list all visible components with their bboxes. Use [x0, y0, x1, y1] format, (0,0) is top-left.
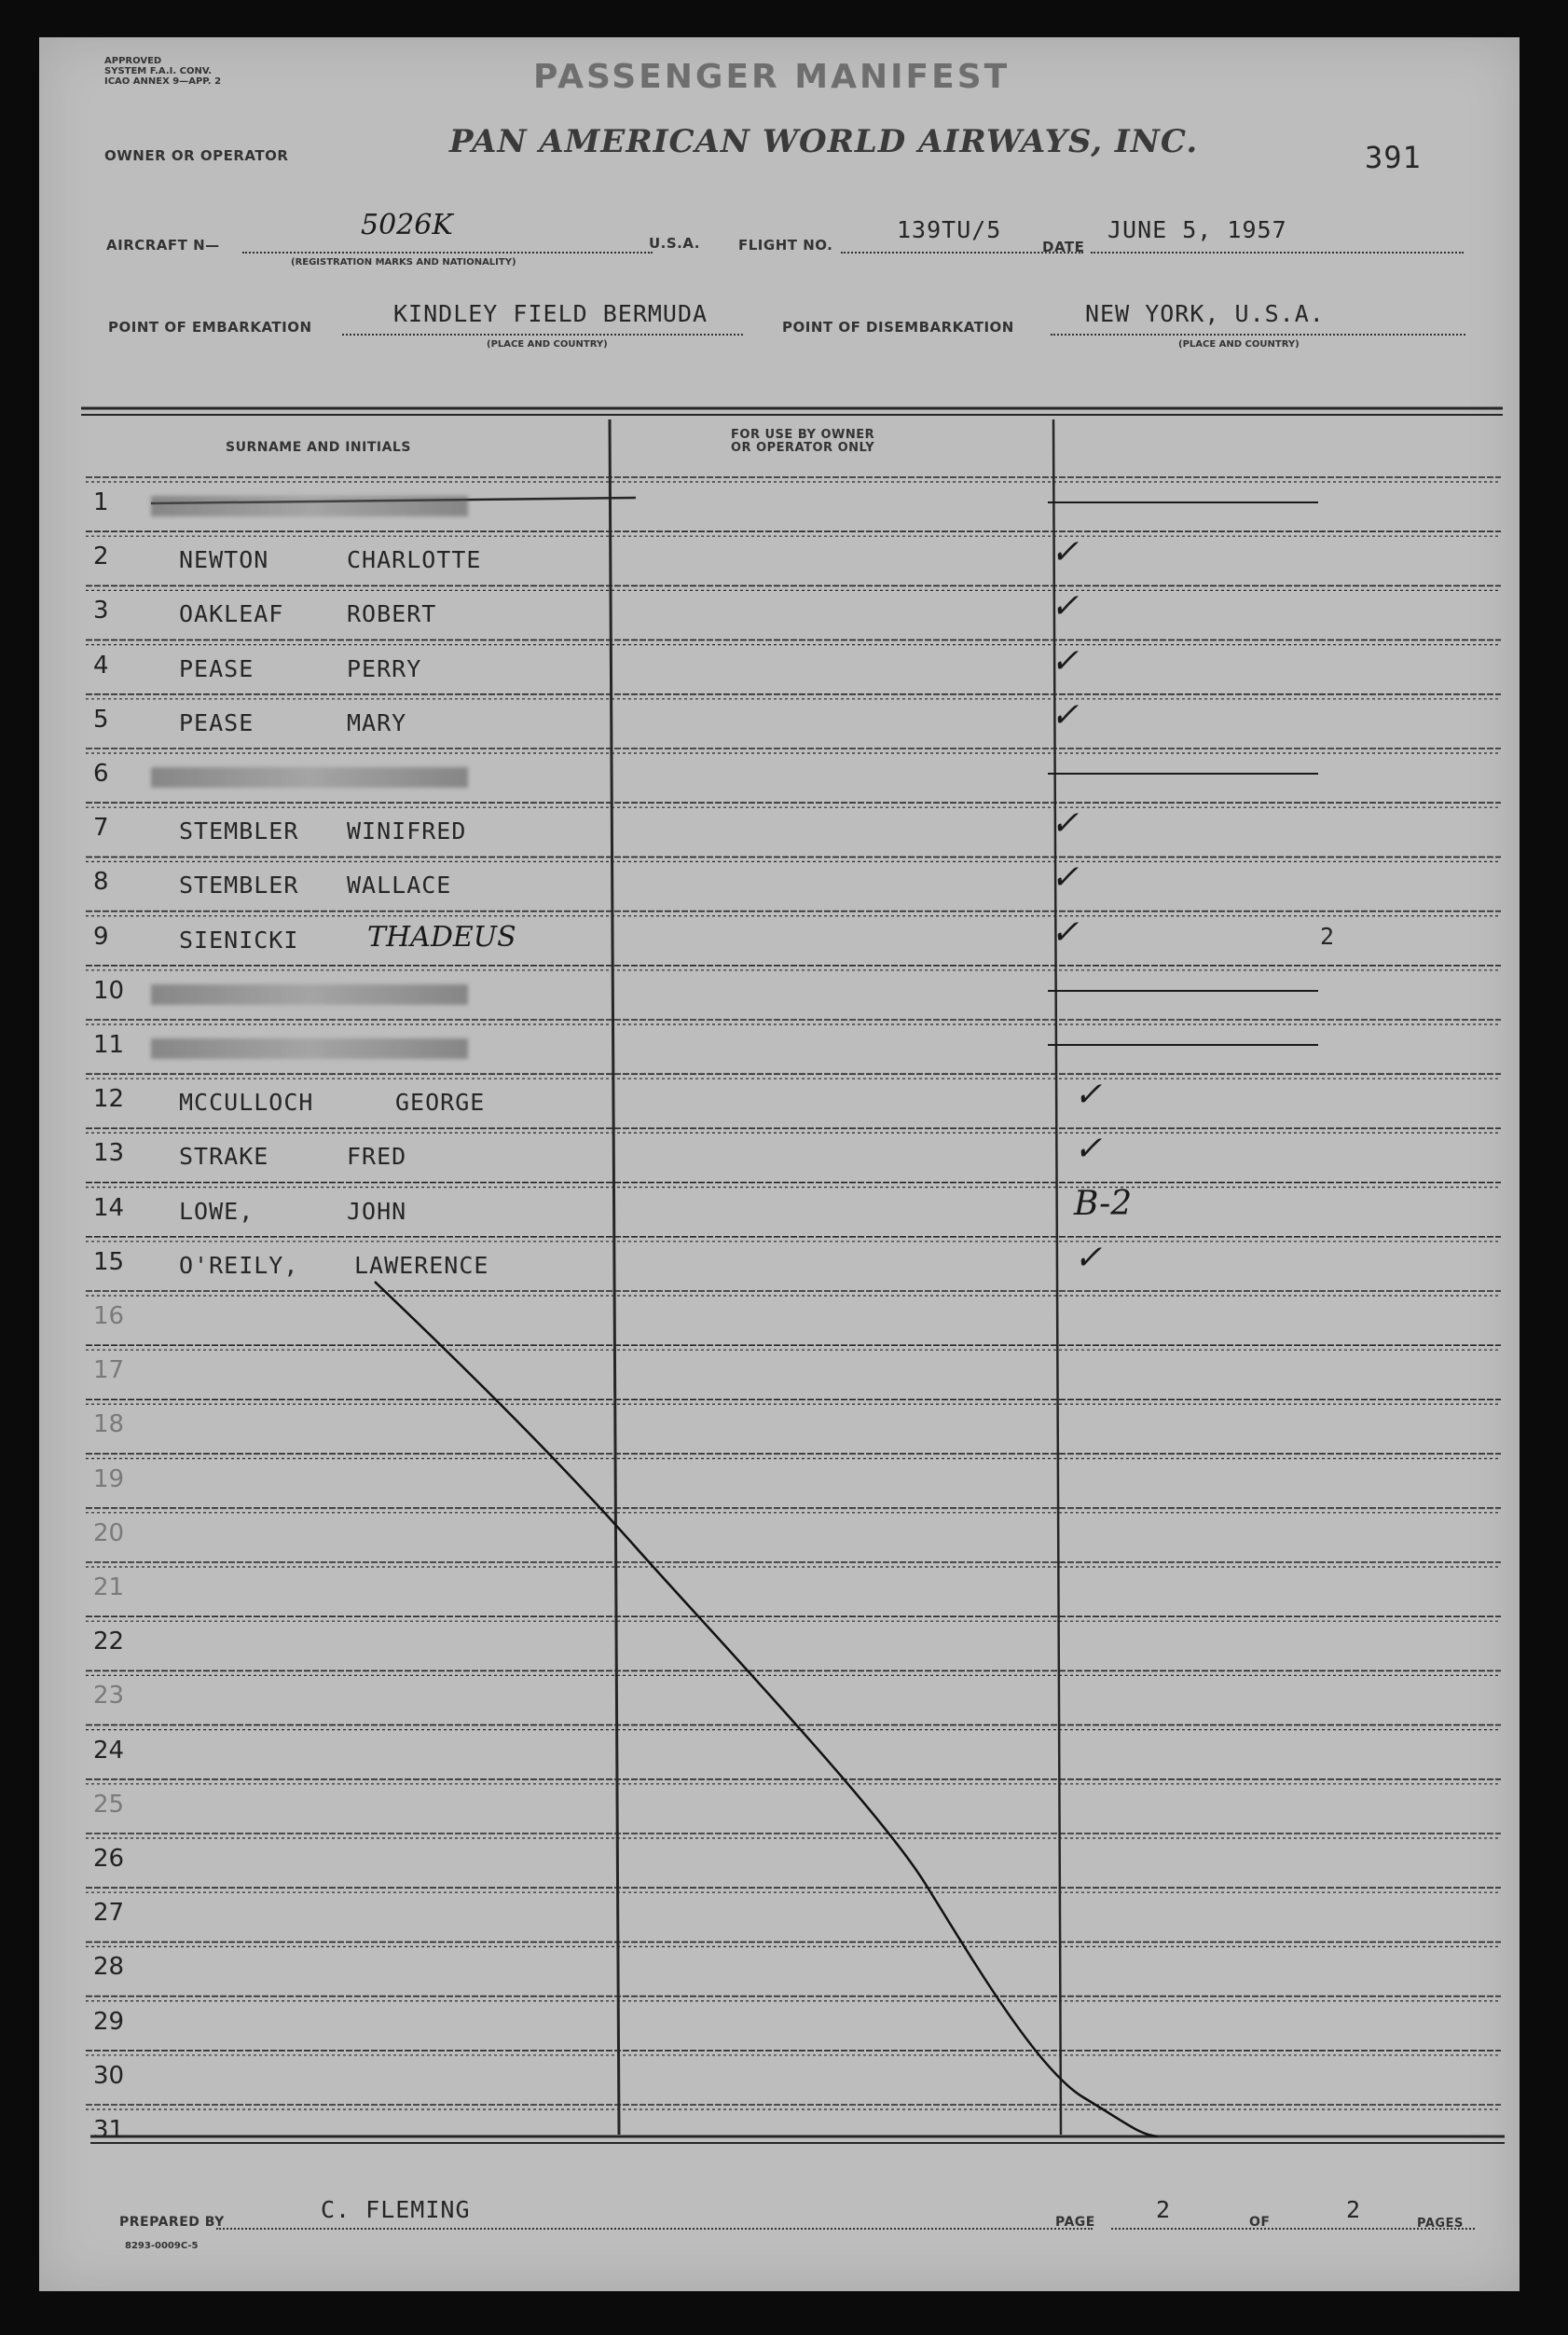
passenger-given-name: WALLACE	[347, 872, 452, 900]
row-number: 12	[93, 1085, 125, 1114]
of-value: 2	[1346, 2196, 1362, 2223]
row-number: 26	[93, 1845, 125, 1873]
row-number: 14	[93, 1193, 125, 1222]
col-header-owner-use	[731, 429, 874, 455]
usa-label: U.S.A.	[649, 235, 700, 252]
row-number: 9	[93, 922, 109, 951]
passenger-given-name: JOHN	[347, 1197, 407, 1225]
col-header-surname: SURNAME AND INITIALS	[226, 440, 411, 455]
row-strikeout	[1048, 501, 1318, 503]
check-mark: ✓	[1051, 695, 1080, 735]
aircraft-sub: (REGISTRATION MARKS AND NATIONALITY)	[291, 257, 516, 268]
passenger-surname: PEASE	[179, 654, 254, 682]
row-number: 27	[93, 1899, 125, 1928]
approval-line-1: APPROVED	[104, 56, 162, 66]
passenger-surname: OAKLEAF	[179, 600, 284, 628]
redacted-name	[151, 496, 468, 516]
column-divider-1	[610, 419, 619, 2135]
manifest-sheet	[39, 37, 1520, 2291]
row-number: 28	[93, 1953, 125, 1982]
row-number: 4	[93, 651, 109, 680]
row-number: 2	[93, 543, 109, 571]
date-value: JUNE 5, 1957	[1107, 216, 1287, 243]
prepared-value: C. FLEMING	[321, 2196, 471, 2223]
disembark-value: NEW YORK, U.S.A.	[1085, 300, 1325, 327]
check-mark: B-2	[1074, 1184, 1133, 1223]
check-mark: ✓	[1051, 641, 1080, 680]
cancel-diagonal-line	[375, 1282, 1158, 2136]
passenger-surname: LOWE,	[179, 1197, 254, 1225]
check-mark: ✓	[1051, 913, 1080, 952]
form-title: PASSENGER MANIFEST	[533, 58, 1011, 96]
passenger-given-name: GEORGE	[395, 1089, 486, 1117]
passenger-surname: NEWTON	[179, 546, 269, 574]
row-number: 20	[93, 1518, 125, 1547]
passenger-surname: SIENICKI	[179, 926, 299, 954]
row-number: 10	[93, 976, 125, 1005]
approval-line-3: ICAO ANNEX 9—APP. 2	[104, 76, 222, 87]
passenger-given-name: ROBERT	[347, 600, 437, 628]
row-number: 1	[93, 488, 109, 516]
row-number: 6	[93, 760, 109, 788]
of-label: OF	[1249, 2215, 1271, 2230]
row-number: 13	[93, 1139, 125, 1168]
approval-line-2: SYSTEM F.A.I. CONV.	[104, 66, 213, 76]
embark-sub: (PLACE AND COUNTRY)	[487, 339, 608, 350]
owner-value: PAN AMERICAN WORLD AIRWAYS, INC.	[449, 123, 1199, 160]
row-number: 16	[93, 1302, 125, 1330]
check-mark: ✓	[1051, 587, 1080, 626]
embark-label: POINT OF EMBARKATION	[108, 319, 312, 336]
passenger-surname: STRAKE	[179, 1143, 269, 1171]
passenger-surname: O'REILY,	[179, 1251, 299, 1279]
prepared-label: PREPARED BY	[119, 2215, 225, 2230]
owner-label: OWNER OR OPERATOR	[104, 147, 289, 164]
redacted-name	[151, 984, 468, 1005]
row-number: 11	[93, 1031, 125, 1059]
passenger-surname: STEMBLER	[179, 872, 299, 900]
row-strikeout	[1048, 1044, 1318, 1046]
row-number: 30	[93, 2061, 125, 2090]
pages-label: PAGES	[1417, 2217, 1464, 2231]
page-value: 2	[1156, 2196, 1172, 2223]
row-number: 24	[93, 1736, 125, 1765]
aircraft-label: AIRCRAFT N—	[106, 237, 220, 254]
check-mark: ✓	[1074, 1130, 1103, 1169]
row-number: 22	[93, 1628, 125, 1656]
date-label: DATE	[1042, 239, 1085, 255]
check-mark: ✓	[1051, 858, 1080, 898]
page-label: PAGE	[1055, 2215, 1095, 2230]
form-code: 8293-0009C-5	[125, 2241, 199, 2251]
row-number: 31	[93, 2116, 125, 2144]
row-number: 29	[93, 2007, 125, 2036]
passenger-given-name: MARY	[347, 708, 407, 736]
approval-block	[104, 56, 221, 87]
disembark-underline	[1051, 334, 1465, 336]
row-number: 8	[93, 868, 109, 897]
passenger-given-name: CHARLOTTE	[347, 546, 482, 574]
passenger-surname: PEASE	[179, 708, 254, 736]
passenger-given-name: FRED	[347, 1143, 407, 1171]
row-number: 7	[93, 814, 109, 843]
flight-label: FLIGHT NO.	[738, 237, 833, 254]
flight-value: 139TU/5	[897, 216, 1002, 243]
disembark-sub: (PLACE AND COUNTRY)	[1178, 339, 1300, 350]
aircraft-underline	[242, 252, 653, 254]
check-mark: ✓	[1074, 1076, 1103, 1115]
side-note: 2	[1320, 923, 1336, 950]
row-number: 5	[93, 705, 109, 734]
passenger-given-name: LAWERENCE	[354, 1251, 489, 1279]
embark-underline	[342, 334, 743, 336]
row-number: 17	[93, 1356, 125, 1385]
passenger-given-name: WINIFRED	[347, 817, 467, 845]
row-number: 21	[93, 1573, 125, 1601]
row-number: 18	[93, 1410, 125, 1439]
row-number: 23	[93, 1682, 125, 1710]
row-strikeout	[1048, 990, 1318, 992]
row-strikeout	[1048, 773, 1318, 775]
redacted-name	[151, 1038, 468, 1059]
col-header-owner-use-line-2: OR OPERATOR ONLY	[731, 441, 875, 455]
check-mark: ✓	[1051, 804, 1080, 844]
passenger-surname: MCCULLOCH	[179, 1089, 314, 1117]
aircraft-value: 5026K	[361, 209, 453, 241]
passenger-surname: STEMBLER	[179, 817, 299, 845]
row-number: 15	[93, 1247, 125, 1276]
row-number: 25	[93, 1790, 125, 1819]
row-number: 19	[93, 1464, 125, 1493]
prepared-underline	[216, 2228, 1093, 2230]
redacted-name	[151, 767, 468, 788]
embark-value: KINDLEY FIELD BERMUDA	[393, 300, 708, 327]
passenger-given-name: THADEUS	[367, 920, 516, 954]
disembark-label: POINT OF DISEMBARKATION	[782, 319, 1014, 336]
passenger-given-name: PERRY	[347, 654, 422, 682]
page-stamp-number: 391	[1365, 140, 1422, 175]
check-mark: ✓	[1051, 533, 1080, 572]
check-mark: ✓	[1074, 1238, 1103, 1277]
col-header-owner-use-line-1: FOR USE BY OWNER	[731, 428, 875, 442]
row-number: 3	[93, 597, 109, 625]
date-underline	[1091, 252, 1464, 254]
